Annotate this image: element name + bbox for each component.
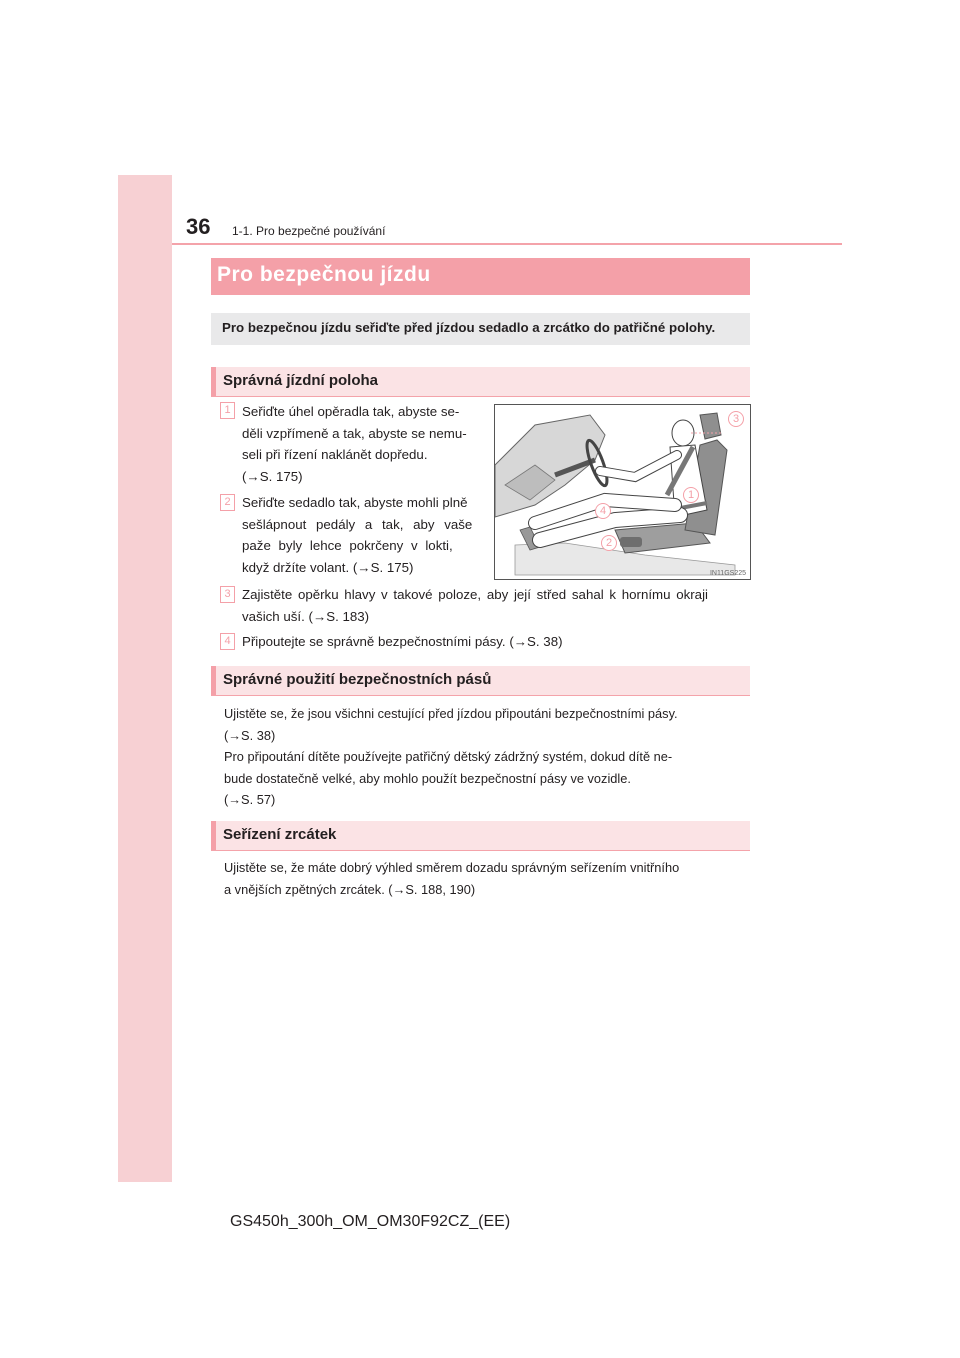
running-head: 1-1. Pro bezpečné používání bbox=[232, 224, 386, 238]
seat-belts-line: (→S. 57) bbox=[224, 792, 276, 807]
item-number-1: 1 bbox=[220, 402, 235, 419]
page-number: 36 bbox=[186, 214, 211, 239]
section-heading-seat-belts bbox=[211, 666, 750, 696]
item-2-line: když držíte volant. (→S. 175) bbox=[242, 559, 414, 575]
figure-code: IN11GS225 bbox=[709, 570, 746, 577]
page-title: Pro bezpečnou jízdu bbox=[217, 263, 431, 286]
seat-belts-text bbox=[224, 703, 749, 811]
section-heading-text: Správná jízdní poloha bbox=[223, 372, 379, 389]
page-title-bar bbox=[211, 258, 750, 295]
item-1-line: Seřiďte úhel opěradla tak, abyste se- bbox=[242, 404, 460, 419]
seating-illustration bbox=[495, 405, 750, 579]
section-heading-driving-position bbox=[211, 367, 750, 397]
mirrors-line: Ujistěte se, že máte dobrý výhled směrem dozadu správným seřízením vnitřního bbox=[224, 860, 680, 875]
mirrors-text bbox=[224, 857, 749, 900]
seat-belts-line: (→S. 38) bbox=[224, 727, 276, 743]
figure-callout-3: 3 bbox=[728, 411, 744, 427]
item-2-text bbox=[242, 492, 487, 578]
figure-callout-4: 4 bbox=[595, 503, 611, 519]
item-4-line: Připoutejte se správně bezpečnostními pásy. (→S. 38) bbox=[242, 634, 563, 649]
item-3-text bbox=[242, 584, 747, 627]
item-1-line: (→S. 175) bbox=[242, 468, 303, 484]
item-1-text bbox=[242, 401, 487, 487]
item-number-4: 4 bbox=[220, 633, 235, 650]
intro-box bbox=[211, 313, 750, 345]
section-heading-mirrors bbox=[211, 821, 750, 851]
section-heading-text: Správné použití bezpečnostních pásů bbox=[223, 671, 492, 688]
item-1-line: děli vzpřímeně a tak, abyste se nemu- bbox=[242, 425, 467, 441]
item-4-text bbox=[242, 631, 747, 653]
footer-code: GS450h_300h_OM_OM30F92CZ_(EE) bbox=[230, 1213, 511, 1230]
item-2-line: Seřiďte sedadlo tak, abyste mohli plně bbox=[242, 495, 468, 510]
header-rule bbox=[172, 243, 842, 245]
item-3-line: vašich uší. (→S. 183) bbox=[242, 608, 370, 624]
seat-belts-line: Ujistěte se, že jsou všichni cestující před jízdou připoutáni bezpečnostními pásy. bbox=[224, 706, 678, 721]
item-number-3: 3 bbox=[220, 586, 235, 603]
item-2-line: sešlápnout pedály a tak, aby vaše bbox=[242, 516, 473, 532]
item-number-2: 2 bbox=[220, 494, 235, 511]
seat-belts-line: bude dostatečně velké, aby mohlo použít bezpečnostní pásy ve vozidle. bbox=[224, 770, 631, 786]
side-band bbox=[118, 175, 172, 1182]
item-3-line: Zajistěte opěrku hlavy v takové poloze, aby její střed sahal k hornímu okraji bbox=[242, 587, 708, 602]
intro-text: Pro bezpečnou jízdu seřiďte před jízdou sedadlo a zrcátko do patřičné polohy. bbox=[222, 320, 716, 335]
item-2-line: paže byly lehce pokrčeny v lokti, bbox=[242, 538, 453, 553]
section-accent bbox=[211, 666, 216, 695]
figure-callout-1: 1 bbox=[683, 487, 699, 503]
seat-belts-line: Pro připoutání dítěte používejte patřičný dětský zádržný systém, dokud dítě ne- bbox=[224, 749, 673, 764]
figure-callout-2: 2 bbox=[601, 535, 617, 551]
item-1-line: seli při řízení naklánět dopředu. bbox=[242, 447, 428, 462]
seating-position-figure bbox=[494, 404, 751, 580]
section-accent bbox=[211, 367, 216, 396]
mirrors-line: a vnějších zpětných zrcátek. (→S. 188, 190) bbox=[224, 881, 476, 897]
section-accent bbox=[211, 821, 216, 850]
section-heading-text: Seřízení zrcátek bbox=[223, 826, 337, 843]
